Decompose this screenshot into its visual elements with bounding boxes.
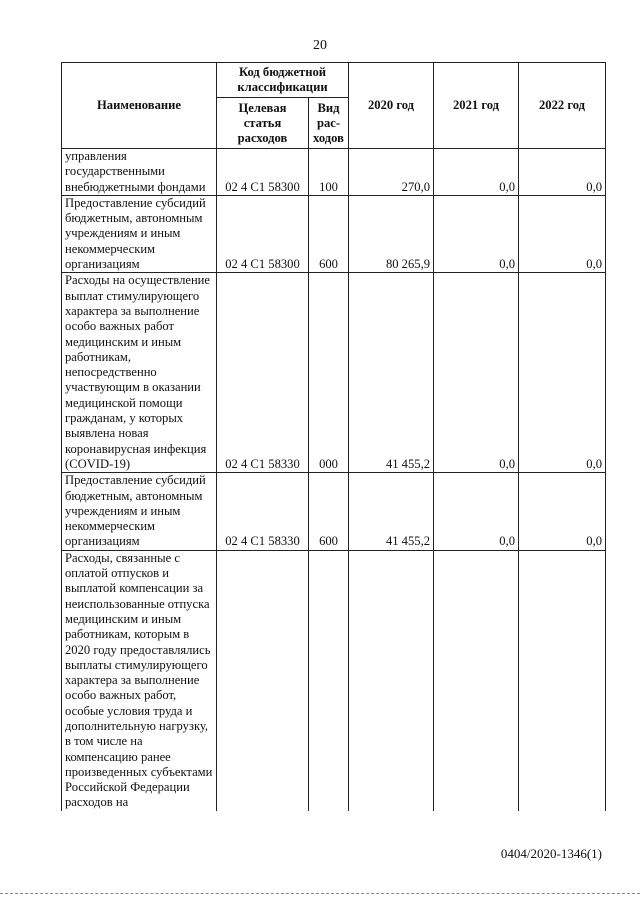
- row-value-2020: [349, 550, 434, 811]
- row-value-2021: 0,0: [434, 473, 519, 550]
- header-expense-type: Вид рас-ходов: [309, 98, 349, 149]
- row-value-2022: [519, 550, 606, 811]
- row-target-article: 02 4 С1 58330: [217, 473, 309, 550]
- row-target-article: [217, 550, 309, 811]
- row-value-2022: 0,0: [519, 195, 606, 272]
- table-row: [62, 149, 606, 196]
- footer-divider: [0, 893, 640, 894]
- header-year-2020: 2020 год: [349, 63, 434, 149]
- row-target-article: 02 4 С1 58330: [217, 273, 309, 473]
- header-target-article: Целевая статья расходов: [217, 98, 309, 149]
- row-name: Предоставление субсидий бюджетным, автономным учреждениям и иным некоммерческим организациям: [62, 473, 217, 550]
- header-budget-code: Код бюджетной классификации: [217, 63, 349, 98]
- row-name: управления государственными внебюджетными фондами: [62, 149, 217, 196]
- row-value-2021: 0,0: [434, 273, 519, 473]
- row-value-2021: 0,0: [434, 149, 519, 196]
- row-value-2022: 0,0: [519, 149, 606, 196]
- row-value-2020: 270,0: [349, 149, 434, 196]
- row-value-2020: 41 455,2: [349, 473, 434, 550]
- table-row: [62, 273, 606, 473]
- row-name: Расходы на осуществление выплат стимулирующего характера за выполнение особо важных работ медицинским и иным работникам, непосредственно участвующим в оказании медицинской помощи гражданам, у которых выявлена новая коронавирусная инфекция (COVID-19): [62, 273, 217, 473]
- row-name: Предоставление субсидий бюджетным, автономным учреждениям и иным некоммерческим организациям: [62, 195, 217, 272]
- page-number: 20: [313, 38, 327, 53]
- header-year-2022: 2022 год: [519, 63, 606, 149]
- table-row: [62, 473, 606, 550]
- row-expense-type: 600: [309, 195, 349, 272]
- header-name: Наименование: [62, 63, 217, 149]
- row-expense-type: 000: [309, 273, 349, 473]
- row-value-2022: 0,0: [519, 473, 606, 550]
- table-row: [62, 550, 606, 811]
- row-target-article: 02 4 С1 58300: [217, 149, 309, 196]
- row-expense-type: 100: [309, 149, 349, 196]
- header-year-2021: 2021 год: [434, 63, 519, 149]
- row-value-2021: [434, 550, 519, 811]
- row-value-2020: 41 455,2: [349, 273, 434, 473]
- budget-table: [61, 62, 606, 811]
- row-value-2021: 0,0: [434, 195, 519, 272]
- table-row: [62, 195, 606, 272]
- row-expense-type: 600: [309, 473, 349, 550]
- row-target-article: 02 4 С1 58300: [217, 195, 309, 272]
- row-expense-type: [309, 550, 349, 811]
- row-name: Расходы, связанные с оплатой отпусков и выплатой компенсации за неиспользованные отпуска медицинским и иным работникам, которым в 2020 году предоставлялись выплаты стимулирующего характера за выполнение особо важных работ, особые условия труда и дополнительную нагрузку, в том числе на компенсацию ранее произведенных субъектами Российской Федерации расходов на: [62, 550, 217, 811]
- row-value-2020: 80 265,9: [349, 195, 434, 272]
- document-code: 0404/2020-1346(1): [500, 846, 602, 861]
- row-value-2022: 0,0: [519, 273, 606, 473]
